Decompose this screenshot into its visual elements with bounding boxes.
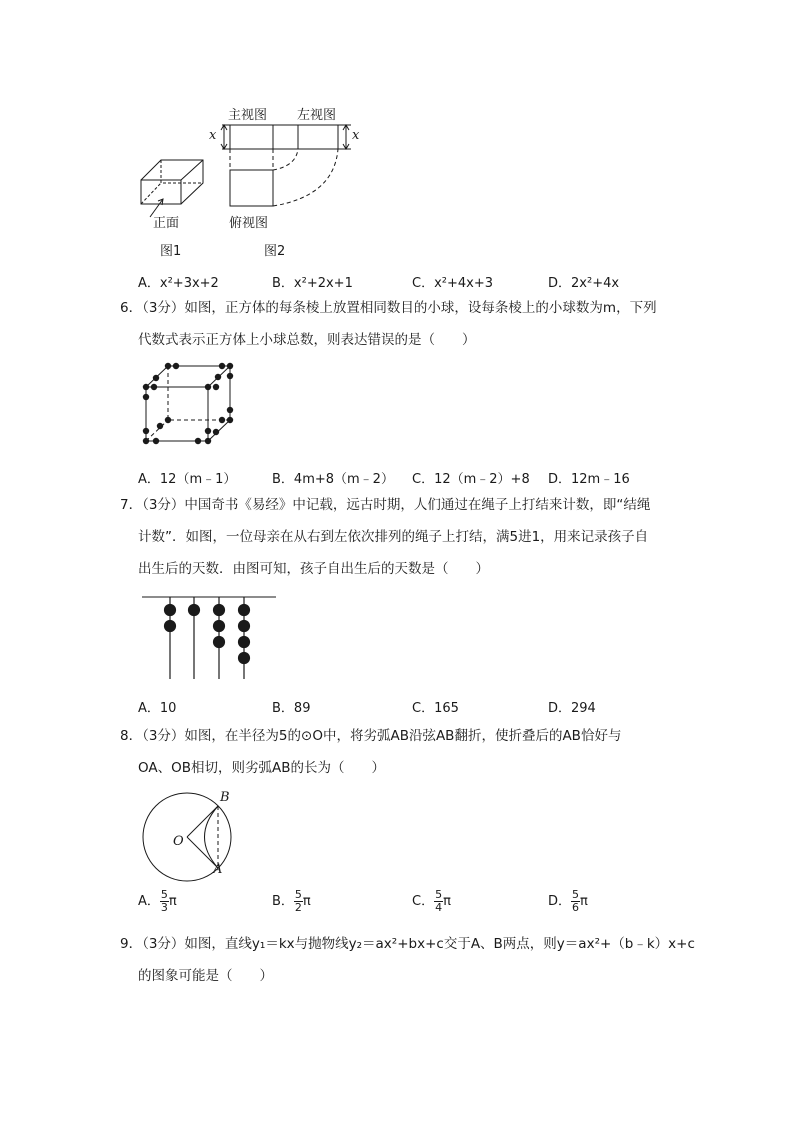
option-letter: B． <box>272 472 294 487</box>
option-text: x²+3x+2 <box>159 276 219 291</box>
point-a-label: A <box>213 862 223 877</box>
top-view-label: 俯视图 <box>229 216 269 231</box>
option-letter: D． <box>548 276 572 291</box>
option-letter: B． <box>272 276 294 291</box>
q7-stem-line-2: 计数”．如图，一位母亲在从右到左依次排列的绳子上打结，满5进1，用来记录孩子自 <box>138 529 649 545</box>
option-letter: B． <box>272 894 294 909</box>
pi-symbol: π <box>580 894 588 909</box>
option-letter: A． <box>138 472 160 487</box>
option-text: x²+4x+3 <box>434 276 494 291</box>
q8-stem-line-2: OA、OB相切，则劣弧AB的长为（ ） <box>138 760 386 776</box>
q6-stem-line-1: 6．（3分）如图，正方体的每条棱上放置相同数目的小球，设每条棱上的小球数为m，下列 <box>120 300 657 316</box>
option-text: 12m﹣16 <box>571 472 630 487</box>
option-d[interactable] <box>548 889 588 914</box>
fig2-caption: 图2 <box>264 244 286 259</box>
pi-symbol: π <box>443 894 451 909</box>
option-letter: A． <box>138 894 160 909</box>
option-text: 165 <box>434 701 459 716</box>
fraction-denominator: 3 <box>160 901 168 914</box>
option-text: 4m+8（m﹣2） <box>293 472 394 487</box>
option-letter: C． <box>412 472 435 487</box>
point-b-label: B <box>220 790 230 805</box>
fraction-denominator: 2 <box>294 901 302 914</box>
pi-symbol: π <box>302 894 311 909</box>
option-letter: C． <box>412 894 435 909</box>
option-letter: C． <box>412 701 435 716</box>
dimension-x-left: x <box>209 128 217 143</box>
q9-stem-line-1: 9．（3分）如图，直线y₁＝kx与抛物线y₂＝ax²+bx+c交于A、B两点，则y＝ax²+（b﹣k）x+c <box>120 936 695 952</box>
option-letter: C． <box>412 276 435 291</box>
point-o-label: O <box>173 834 184 849</box>
fraction-numerator: 5 <box>160 888 168 901</box>
option-text: 294 <box>571 701 596 716</box>
left-view-label: 左视图 <box>297 108 337 123</box>
front-view-label: 主视图 <box>228 108 268 123</box>
option-c[interactable] <box>412 889 451 914</box>
fraction-denominator: 6 <box>572 901 580 914</box>
option-b[interactable] <box>272 889 311 914</box>
pi-symbol: π <box>168 894 177 909</box>
front-face-label: 正面 <box>153 216 180 231</box>
option-a[interactable] <box>138 889 177 914</box>
q9-stem-line-2: 的图象可能是（ ） <box>138 968 273 984</box>
q7-stem-line-3: 出生后的天数．由图可知，孩子自出生后的天数是（ ） <box>138 561 489 577</box>
option-text: 12（m﹣1） <box>159 472 237 487</box>
q6-stem-line-2: 代数式表示正方体上小球总数，则表达错误的是（ ） <box>138 332 476 348</box>
option-letter: A． <box>138 276 160 291</box>
option-text: x²+2x+1 <box>293 276 353 291</box>
option-text: 12（m﹣2）+8 <box>434 472 530 487</box>
fraction-numerator: 5 <box>294 888 302 901</box>
option-letter: D． <box>548 472 572 487</box>
fraction-numerator: 5 <box>572 888 580 901</box>
option-text: 2x²+4x <box>571 276 620 291</box>
option-letter: A． <box>138 701 160 716</box>
option-text: 10 <box>159 701 177 716</box>
fraction-numerator: 5 <box>435 888 443 901</box>
fraction-denominator: 4 <box>435 901 443 914</box>
option-letter: D． <box>548 894 572 909</box>
fig1-caption: 图1 <box>160 244 182 259</box>
dimension-x-right: x <box>352 128 360 143</box>
option-letter: D． <box>548 701 572 716</box>
q8-stem-line-1: 8．（3分）如图，在半径为5的⊙O中，将劣弧AB沿弦AB翻折，使折叠后的AB恰好与 <box>120 728 622 744</box>
q7-stem-line-1: 7．（3分）中国奇书《易经》中记载，远古时期，人们通过在绳子上打结来计数，即“结绳 <box>120 497 651 513</box>
option-text: 89 <box>293 701 311 716</box>
option-letter: B． <box>272 701 294 716</box>
